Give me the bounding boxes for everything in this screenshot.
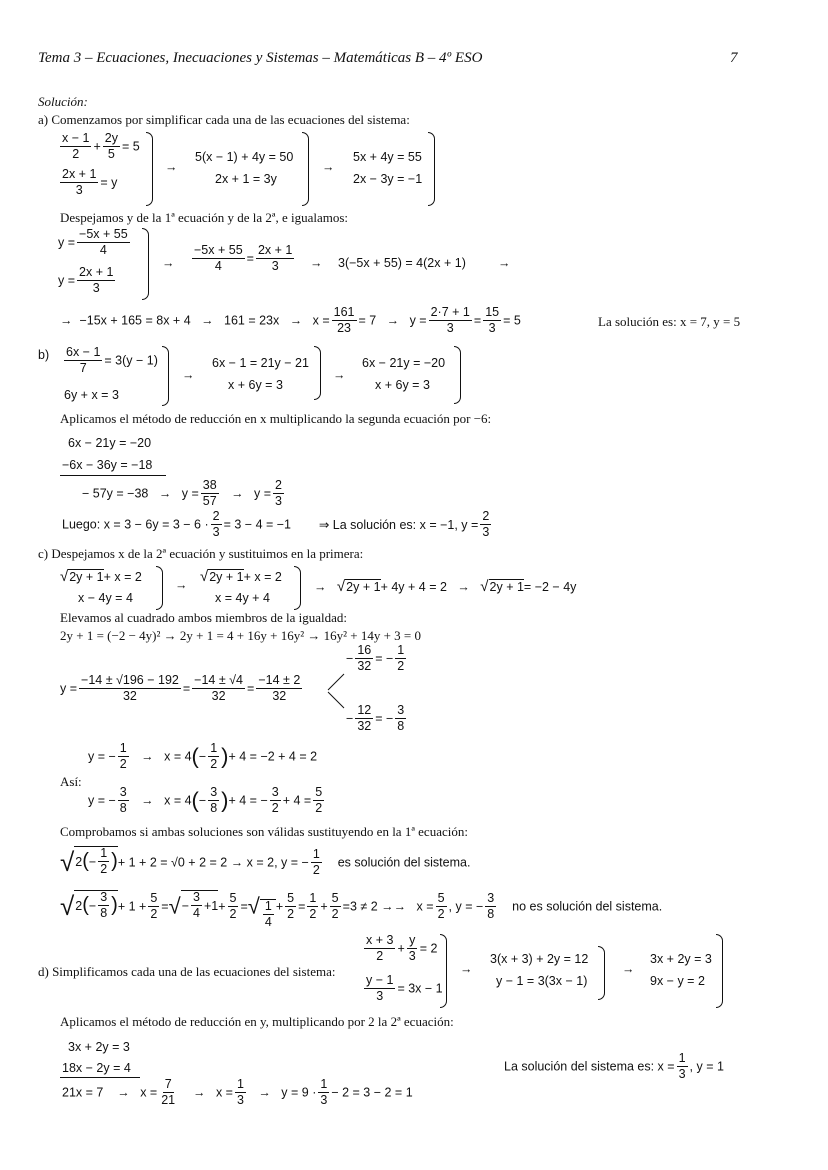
frac-den: 4 [214,259,222,274]
frac-num: 6x − 1 [64,346,102,361]
frac-num: 1 [395,644,406,659]
frac-den: 2 [210,757,218,772]
right-brace [716,934,723,1008]
a-line2b: 161 = 23x [224,313,280,328]
frac-den: 2 [331,906,339,921]
a-line2a: −15x + 165 = 8x + 4 [79,313,191,328]
frac-num: 2x + 1 [60,168,98,183]
right-brace [314,346,321,400]
frac-num: 2x + 1 [256,244,294,259]
eq-rhs: = 3x − 1 [397,981,443,996]
y-eq: y = − [88,793,116,808]
frac-num: 15 [483,306,501,321]
frac-num: 2 [273,479,284,494]
frac-den: 2 [271,801,279,816]
frac-num: 1 [307,892,318,907]
b-red-eq1: 6x − 21y = −20 [68,436,152,450]
arrow: → [193,1085,206,1100]
y-eq: y = [181,486,199,501]
b-reduction-text: Aplicamos el método de reducción en x multiplicando la segunda ecuación por −6: [60,411,492,426]
d-red-eq2: 18x − 2y = 4 [62,1061,131,1075]
frac-num: 5 [330,892,341,907]
a-equalize-rest: 3(−5x + 55) = 4(2x + 1) [338,256,466,270]
arrow: → [457,580,470,594]
c-sol2: y = − $\frac{3}{8}$ → x = 4(− $\frac{3}{8}$ )+ 4 = − $\frac{3}{2}$ + 4 = $\frac{5}{2}$ [88,785,323,816]
eq-rhs: = 3(y − 1) [104,353,158,368]
c-asi: Así: [60,774,82,789]
frac-den: 23 [337,321,352,336]
eq-rhs: = y [100,175,118,190]
right-brace [598,946,605,1000]
frac-den: 3 [408,949,416,964]
radicand: 2y + 1 [489,580,524,594]
frac-den: 32 [272,689,287,704]
frac-den: 2 [229,906,237,921]
frac-num: 5 [436,892,447,907]
y-eq: y = − [88,749,116,764]
c-system1-eq2: x − 4y = 4 [78,591,133,605]
arrow: → [289,313,303,328]
c-sol1: y = − $\frac{1}{2}$ → x = 4(− $\frac{1}{2}$ )+ 4 = −2 + 4 = 2 [88,741,318,772]
frac-den: 2 [376,949,384,964]
frac-den: 2 [312,862,320,877]
right-brace [162,346,169,406]
part-c-intro: c) Despejamos x de la 2ª ecuación y sustituimos en la primera: [38,546,364,561]
frac-den: 2 [315,801,323,816]
eq-rest: + 4 = −2 + 4 = 2 [228,749,318,764]
y-eq: y = [254,486,272,501]
d-solution-text: La solución del sistema es: x = [504,1059,675,1074]
x-eq: x = 4 [164,749,192,764]
frac-den: 2 [287,906,295,921]
radicand: 2y + 1 [69,570,104,584]
frac-num: 3 [118,786,129,801]
frac-num: 2 [211,510,222,525]
b-system3-eq1: 6x − 21y = −20 [362,356,446,370]
arrow: → [231,486,244,501]
eq-rhs: = 2 [419,941,438,956]
frac-num: 1 [677,1052,688,1067]
x-eq: x = [215,1085,233,1100]
frac-num: y − 1 [364,974,395,989]
y-eq: y = [409,313,427,328]
frac-num: 38 [201,479,219,494]
d-system2-eq1: 3(x + 3) + 2y = 12 [490,952,589,966]
y-eq: y = [58,273,76,288]
b-luego-rest: = 3 − 4 = −1 [223,517,292,532]
eq-rest: + 4 = − [228,793,268,808]
frac-num: 16 [355,644,373,659]
a-system2-eq1: 5(x − 1) + 4y = 50 [195,150,294,164]
radicand: 2y + 1 [209,570,244,584]
frac-num: x − 1 [60,132,91,147]
frac-num: 2·7 + 1 [429,306,472,321]
frac-den: 7 [79,361,87,376]
c-check2: √2 ( − $\frac{3}{8}$ ) + 1 + $\frac{5}{2}$ =√− 3 4 +1+ $\frac{5}{2}$ =√ 1 4 + $\frac{5}{2}$ = $\frac{1}{2}$ + $\frac{5}{2}$ =3 ≠ 2 →→ x = $\frac{5}{2}$ , y = − $\frac{3}{8}$ no es solución del sistema. [60,890,663,929]
b-system1-eq1 [62,346,158,375]
c-system2-eq1: √2y + 1+ x = 2 [200,568,282,585]
frac-den: 8 [397,719,405,734]
solution-label: Solución: [38,94,88,109]
frac-num: −5x + 55 [77,228,130,243]
frac-num: 1 [311,848,322,863]
arrow: → [141,749,154,764]
frac-den: 3 [482,525,490,540]
b-system3-eq2: x + 6y = 3 [375,378,430,392]
right-brace [454,346,461,404]
eq-rhs: = − [375,651,394,666]
frac-den: 2 [397,659,405,674]
d-system1-eq2 [362,974,443,1003]
a-y2 [58,266,117,295]
b-red-eq2: −6x − 36y = −18 [62,458,153,472]
arrow: → [117,1085,130,1100]
frac-den: 2 [150,906,158,921]
d-red-eq1: 3x + 2y = 3 [68,1040,130,1054]
frac-den: 32 [357,659,372,674]
page-header-title: Tema 3 – Ecuaciones, Inecuaciones y Sistemas – Matemáticas B – 4º ESO [38,50,483,66]
frac-den: 3 [376,989,384,1004]
d-solution [504,1052,724,1081]
d-system2-eq2: y − 1 = 3(3x − 1) [496,974,588,988]
frac-num: 161 [332,306,357,321]
d-system3-eq1: 3x + 2y = 3 [650,952,712,966]
eq-rest: + x = 2 [243,570,282,584]
frac-den: 3 [488,321,496,336]
c-branch1: − $\frac{16}{32}$ = − $\frac{1}{2}$ [346,643,405,674]
frac-num: y [407,934,417,949]
frac-num: x + 3 [364,934,395,949]
arrow: → [386,313,400,328]
eq-rest: + x = 2 [103,570,142,584]
d-red-eq3: 21x = 7 [62,1085,104,1100]
eq-rhs: = 5 [503,313,521,328]
eq-rhs: = 7 [358,313,377,328]
sum-line [60,475,166,476]
frac-num: 3 [208,786,219,801]
a-system3-eq2: 2x − 3y = −1 [353,172,423,186]
c-line1: → √2y + 1+ 4y + 4 = 2 → √2y + 1= −2 − 4y [314,578,577,595]
arrow: → [258,1085,271,1100]
frac-num: 12 [355,704,373,719]
c-elevamos: Elevamos al cuadrado ambos miembros de la igualdad: [60,610,347,625]
arrow: → [182,368,195,382]
b-system2-eq1: 6x − 1 = 21y − 21 [212,356,309,370]
a-line2: → −15x + 165 = 8x + 4 → 161 = 23x → x = $\frac{161}{23}$ = 7 → y = $\frac{2\cdot 7 + 1}{3}$ = $\frac{15}{3}$ = 5 [60,305,521,336]
part-b-label: b) [38,348,50,362]
c-square-line: 2y + 1 = (−2 − 4y)² → 2y + 1 = 4 + 16y + 16y² → 16y² + 14y + 3 = 0 [60,628,421,643]
a-system1-eq2 [58,168,117,197]
a-despejamos: Despejamos y de la 1ª ecuación y de la 2ª, e igualamos: [60,210,349,225]
b-red-eq3: − 57y = −38 [82,486,149,501]
arrow: → [333,368,346,382]
d-system3-eq2: 9x − y = 2 [650,974,705,988]
frac-den: 3 [271,259,279,274]
right-brace [142,228,149,300]
b-system1-eq2: 6y + x = 3 [64,388,119,402]
frac-num: 2y [103,132,120,147]
right-brace [146,132,153,206]
b-system2-eq2: x + 6y = 3 [228,378,283,392]
d-red-result [62,1078,413,1107]
c-system2-eq2: x = 4y + 4 [215,591,270,605]
b-luego-text: Luego: x = 3 − 6y = 3 − 6 · [62,517,209,532]
arrow: → [498,256,511,270]
x-eq: x = [140,1085,158,1100]
frac-den: 3 [75,183,83,198]
part-a-intro: a) Comenzamos por simplificar cada una de las ecuaciones del sistema: [38,112,410,127]
d-solution-y: , y = 1 [689,1059,724,1074]
a-system2-eq2: 2x + 1 = 3y [215,172,277,186]
a-y1 [58,228,132,257]
c-check2-a: + 1 + [117,899,147,914]
frac-den: 5 [107,147,115,162]
frac-den: 57 [202,494,217,509]
c-check2-sol: no es solución del sistema. [512,899,663,914]
y-eq: y = [58,235,76,250]
right-brace [428,132,435,206]
frac-den: 4 [99,243,107,258]
frac-num: 1 [208,742,219,757]
frac-den: 8 [487,906,495,921]
arrow: → [60,313,73,328]
frac-den: 2 [309,906,317,921]
arrow: → [460,962,473,976]
frac-den: 2 [119,757,127,772]
eq-rhs: = − [375,711,394,726]
b-solution: ⇒ La solución es: x = −1, y = [318,518,479,533]
frac-den: 32 [357,719,372,734]
arrow: → [322,160,335,174]
eq-rest: + 4 = [282,793,312,808]
d-system1-eq1: $\frac{x + 3}{2}$ + $\frac{y}{3}$ = 2 [366,933,438,964]
frac-den: 3 [678,1067,686,1082]
frac-num: 3 [395,704,406,719]
frac-num: 1 [98,847,109,862]
arrow: → [310,256,323,270]
frac-num: 1 [318,1078,329,1093]
branch-lines [326,668,348,712]
c-system1-eq1: √2y + 1+ x = 2 [60,568,142,585]
frac-den: 3 [320,1093,328,1108]
right-brace [156,566,163,610]
frac-den: 21 [161,1093,176,1108]
a-equalize: $\frac{-5x + 55}{4}$ = $\frac{2x + 1}{3}$ [194,243,293,274]
arrow: → [162,256,175,270]
frac-den: 8 [100,906,108,921]
a-system3-eq1: 5x + 4y = 55 [353,150,422,164]
radicand: 2y + 1 [346,580,381,594]
right-brace [294,566,301,610]
arrow: → [175,578,188,592]
frac-den: 3 [92,281,100,296]
c-branch2: − $\frac{12}{32}$ = − $\frac{3}{8}$ [346,703,405,734]
x-eq: x = [312,313,330,328]
right-brace [440,934,447,1008]
frac-num: 7 [163,1078,174,1093]
c-line1-rest: + 4y + 4 = 2 [380,580,447,594]
frac-num: 1 [263,900,274,915]
frac-den: 3 [275,494,282,509]
c-check2-b: 3 ≠ 2 →→ [349,899,407,914]
frac-num: 1 [235,1078,246,1093]
frac-num: −5x + 55 [192,244,245,259]
frac-den: 3 [212,525,220,540]
b-luego [62,510,493,539]
arrow: → [622,962,635,976]
d-reduction-text: Aplicamos el método de reducción en y, multiplicando por 2 la 2ª ecuación: [60,1014,454,1029]
frac-num: 3 [98,891,109,906]
frac-num: 2x + 1 [77,266,115,281]
frac-num: 3 [270,786,281,801]
frac-num: 3 [485,892,496,907]
y-eq: y = [60,681,78,696]
arrow: → [158,486,172,501]
frac-num: 2 [480,510,491,525]
frac-den: 32 [211,689,226,704]
frac-num: 5 [148,892,159,907]
c-check1: √2 ( − $\frac{1}{2}$ ) + 1 + 2 = √0 + 2 = 2 → x = 2, y = − $\frac{1}{2}$ es solución del sistema. [60,846,471,877]
part-d-intro: d) Simplificamos cada una de las ecuaciones del sistema: [38,964,336,979]
frac-num: −14 ± √196 − 192 [79,674,181,689]
frac-den: 8 [119,801,127,816]
a-system1-eq1: $\frac{x - 1}{2}$ + $\frac{2y}{5}$ = 5 [62,131,140,162]
frac-num: 5 [313,786,324,801]
frac-num: 1 [118,742,129,757]
frac-num: −14 ± √4 [192,674,245,689]
page-number: 7 [730,50,738,66]
b-red-result [82,479,286,508]
frac-den: 3 [446,321,454,336]
arrow: → [314,580,327,594]
frac-num: −14 ± 2 [256,674,302,689]
frac-num: 5 [228,892,239,907]
eq-rest: − 2 = 3 − 2 = 1 [331,1085,413,1100]
c-comprobamos: Comprobamos si ambas soluciones son válidas sustituyendo en la 1ª ecuación: [60,824,468,839]
frac-den: 2 [437,906,445,921]
arrow: → [141,793,154,808]
frac-den: 2 [72,147,80,162]
right-brace [302,132,309,206]
c-line2-rest: = −2 − 4y [523,580,577,594]
frac-den: 32 [122,689,137,704]
arrow: → [165,160,178,174]
c-check1-text: + 1 + 2 = √0 + 2 = 2 → x = 2, y = − [117,855,309,870]
frac-num: 3 [191,891,202,906]
a-solution: La solución es: x = 7, y = 5 [598,314,741,329]
frac-den: 8 [210,801,218,816]
eq-rhs: = 5 [121,139,140,154]
c-quadratic: y = $\frac{-14 \pm √196 - 192}{32}$ = $\frac{-14 \pm √4}{32}$ = $\frac{-14 \pm 2}{32}$ [60,673,301,704]
frac-den: 3 [236,1093,244,1108]
arrow: → [201,313,214,328]
x-eq: x = 4 [164,793,192,808]
frac-num: 5 [285,892,296,907]
y-eq: y = 9 · [281,1085,317,1100]
c-check1-sol: es solución del sistema. [337,855,471,870]
frac-den: 2 [100,862,108,877]
